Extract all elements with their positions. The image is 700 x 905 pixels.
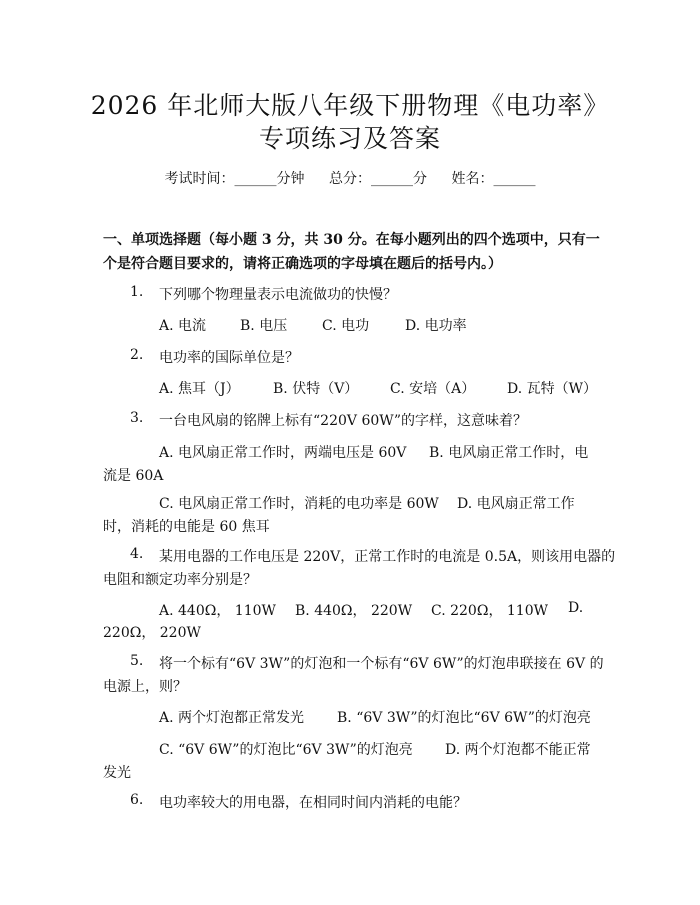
q1-number: 1. <box>130 284 144 300</box>
total-score: 总分：______分 <box>329 171 427 187</box>
title-line-2: 专项练习及答案 <box>258 124 441 153</box>
q3-option-c: C. 电风扇正常工作时，消耗的电功率是 60W <box>159 496 439 512</box>
q5-stem-cont: 电源上，则？ <box>103 679 187 695</box>
q1-option-a: A. 电流 <box>159 318 207 334</box>
q3-option-d: D. 电风扇正常工作 <box>457 496 575 512</box>
q1-option-b: B. 电压 <box>240 318 288 334</box>
q2-option-a: A. 焦耳（J） <box>159 381 240 397</box>
q4-option-a: A. 440Ω， 110W <box>159 603 276 619</box>
q3-option-d-cont: 时，消耗的电能是 60 焦耳 <box>103 519 270 535</box>
q6-stem: 电功率较大的用电器，在相同时间内消耗的电能？ <box>159 795 467 811</box>
title-line-1: 2026 年北师大版八年级下册物理《电功率》 <box>90 91 610 120</box>
q4-number: 4. <box>130 546 144 562</box>
q4-option-c: C. 220Ω， 110W <box>431 603 549 619</box>
q2-number: 2. <box>130 347 144 363</box>
q2-option-c: C. 安培（A） <box>390 381 476 397</box>
q6-number: 6. <box>130 792 144 808</box>
q3-option-b-cont: 流是 60A <box>103 468 164 484</box>
q2-option-b: B. 伏特（V） <box>273 381 359 397</box>
q5-stem: 将一个标有“6V 3W”的灯泡和一个标有“6V 6W”的灯泡串联接在 6V 的 <box>159 656 604 672</box>
q4-option-d-cont: 220Ω， 220W <box>103 625 201 641</box>
q5-option-a: A. 两个灯泡都正常发光 <box>159 710 305 726</box>
q1-stem: 下列哪个物理量表示电流做功的快慢？ <box>159 287 397 303</box>
section-heading: 一、单项选择题（每小题 3 分，共 30 分。在每小题列出的四个选项中，只有一个是符合题目要求的，请将正确选项的字母填在题后的括号内。） <box>103 232 600 272</box>
q3-stem: 一台电风扇的铭牌上标有“220V 60W”的字样，这意味着？ <box>159 413 528 429</box>
q4-stem: 某用电器的工作电压是 220V，正常工作时的电流是 0.5A，则该用电器的 <box>159 549 616 565</box>
q3-option-b: B. 电风扇正常工作时，电 <box>429 445 589 461</box>
q5-option-d: D. 两个灯泡都不能正常 <box>445 742 591 758</box>
q4-option-d: D. <box>568 600 584 616</box>
q2-stem: 电功率的国际单位是？ <box>159 350 299 366</box>
q3-option-a: A. 电风扇正常工作时，两端电压是 60V <box>159 445 407 461</box>
q1-option-c: C. 电功 <box>322 318 370 334</box>
exam-meta <box>0 168 700 188</box>
q5-option-d-cont: 发光 <box>103 765 131 781</box>
q4-stem-cont: 电阻和额定功率分别是？ <box>103 572 257 588</box>
q4-option-b: B. 440Ω， 220W <box>295 603 413 619</box>
q5-option-b: B. “6V 3W”的灯泡比“6V 6W”的灯泡亮 <box>337 710 591 726</box>
student-name: 姓名：______ <box>451 171 536 187</box>
q3-number: 3. <box>130 410 144 426</box>
q5-option-c: C. “6V 6W”的灯泡比“6V 3W”的灯泡亮 <box>159 742 413 758</box>
q2-option-d: D. 瓦特（W） <box>507 381 598 397</box>
exam-time: 考试时间：______分钟 <box>164 171 305 187</box>
q1-option-d: D. 电功率 <box>405 318 467 334</box>
q5-number: 5. <box>130 653 144 669</box>
